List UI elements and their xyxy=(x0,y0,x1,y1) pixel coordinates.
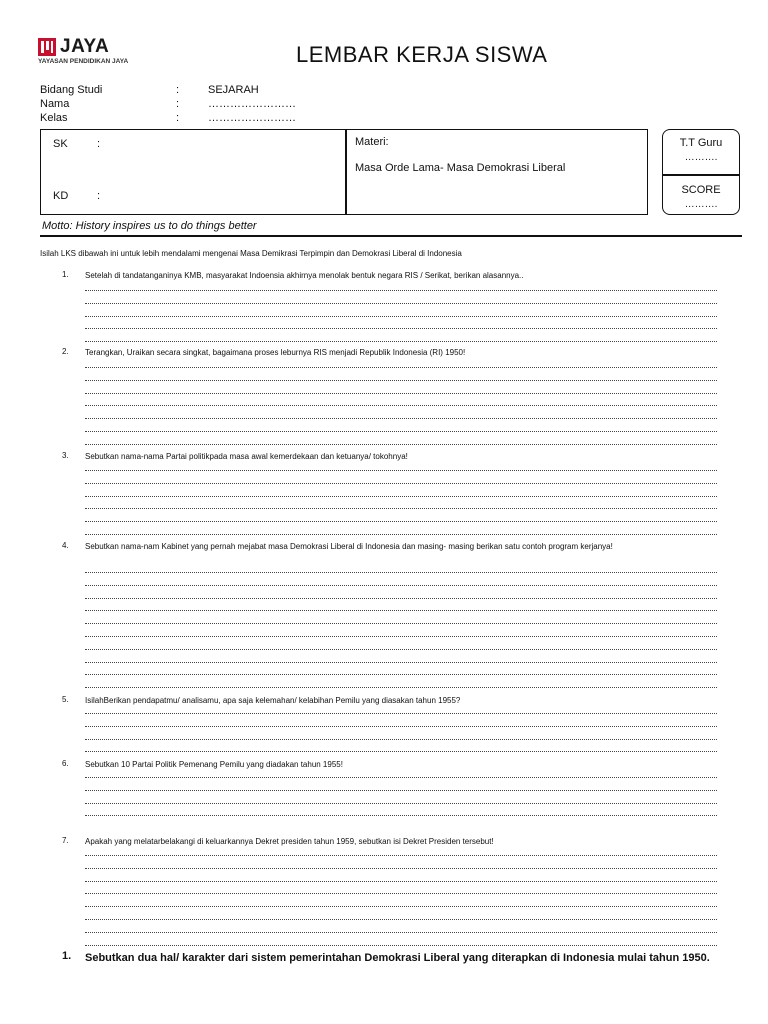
kd-field[interactable] xyxy=(53,190,101,202)
materi-value: Masa Orde Lama- Masa Demokrasi Liberal xyxy=(355,162,566,174)
answer-line[interactable] xyxy=(85,585,717,586)
question-text: Setelah di tandatanganinya KMB, masyarakat Indoensia akhirnya menolak bentuk negara RIS / Serikat, berikan alasannya.. xyxy=(85,271,524,280)
student-info xyxy=(40,84,340,126)
info-colon: : xyxy=(176,112,180,124)
answer-line[interactable] xyxy=(85,303,717,304)
question-number: 1. xyxy=(62,950,72,962)
answer-line[interactable] xyxy=(85,726,717,727)
box-divider xyxy=(345,130,347,214)
answer-line[interactable] xyxy=(85,380,717,381)
answer-line[interactable] xyxy=(85,790,717,791)
answer-line[interactable] xyxy=(85,815,717,816)
score-label: SCORE xyxy=(681,184,721,196)
answer-line[interactable] xyxy=(85,932,717,933)
answer-line[interactable] xyxy=(85,496,717,497)
question-number: 3. xyxy=(62,451,69,460)
info-label: Bidang Studi xyxy=(40,84,103,96)
answer-line[interactable] xyxy=(85,393,717,394)
answer-line[interactable] xyxy=(85,919,717,920)
score-divider xyxy=(663,174,739,176)
answer-line[interactable] xyxy=(85,739,717,740)
answer-line[interactable] xyxy=(85,341,717,342)
info-label: Nama xyxy=(40,98,70,110)
answer-line[interactable] xyxy=(85,534,717,535)
question-text: Sebutkan 10 Partai Politik Pemenang Pemilu yang diadakan tahun 1955! xyxy=(85,760,343,769)
school-logo xyxy=(38,38,138,68)
answer-line[interactable] xyxy=(85,868,717,869)
answer-line[interactable] xyxy=(85,649,717,650)
answer-line[interactable] xyxy=(85,623,717,624)
answer-line[interactable] xyxy=(85,662,717,663)
answer-line[interactable] xyxy=(85,508,717,509)
kd-label: KD xyxy=(53,190,69,202)
question-number: 5. xyxy=(62,695,69,704)
info-row-subject xyxy=(40,84,340,98)
answer-line[interactable] xyxy=(85,431,717,432)
kd-colon: : xyxy=(97,190,101,202)
motto: Motto: History inspires us to do things better xyxy=(42,220,257,232)
answer-line[interactable] xyxy=(85,521,717,522)
teacher-signature-label: T.T Guru xyxy=(679,137,723,149)
question-text: Apakah yang melatarbelakangi di keluarkannya Dekret presiden tahun 1959, sebutkan isi Dekret Presiden tersebut! xyxy=(85,837,494,846)
answer-line[interactable] xyxy=(85,572,717,573)
answer-line[interactable] xyxy=(85,636,717,637)
question-number: 2. xyxy=(62,347,69,356)
answer-line[interactable] xyxy=(85,290,717,291)
answer-line[interactable] xyxy=(85,881,717,882)
answer-line[interactable] xyxy=(85,418,717,419)
jaya-logo-icon xyxy=(38,38,56,56)
answer-line[interactable] xyxy=(85,945,717,946)
divider xyxy=(40,235,742,237)
info-row-class xyxy=(40,112,340,126)
answer-line[interactable] xyxy=(85,610,717,611)
class-field[interactable]: …………………… xyxy=(208,112,296,124)
info-label: Kelas xyxy=(40,112,68,124)
question-text: Sebutkan dua hal/ karakter dari sistem pemerintahan Demokrasi Liberal yang diterapkan di Indonesia mulai tahun 1950. xyxy=(85,952,710,964)
name-field[interactable]: …………………… xyxy=(208,98,296,110)
teacher-signature-field[interactable]: ………. xyxy=(684,152,718,163)
page-title: LEMBAR KERJA SISWA xyxy=(296,42,548,67)
sk-label: SK xyxy=(53,138,68,150)
question-number: 7. xyxy=(62,836,69,845)
teacher-score-box xyxy=(662,129,740,215)
question-number: 1. xyxy=(62,270,69,279)
logo-text: JAYA xyxy=(60,36,110,57)
answer-line[interactable] xyxy=(85,674,717,675)
answer-line[interactable] xyxy=(85,328,717,329)
question-text: Sebutkan nama-nama Partai politikpada masa awal kemerdekaan dan ketuanya/ tokohnya! xyxy=(85,452,408,461)
answer-line[interactable] xyxy=(85,470,717,471)
sk-field[interactable] xyxy=(53,138,101,150)
answer-line[interactable] xyxy=(85,405,717,406)
competency-box xyxy=(40,129,648,215)
answer-line[interactable] xyxy=(85,855,717,856)
answer-line[interactable] xyxy=(85,751,717,752)
question-number: 4. xyxy=(62,541,69,550)
info-colon: : xyxy=(176,84,180,96)
answer-line[interactable] xyxy=(85,367,717,368)
answer-line[interactable] xyxy=(85,777,717,778)
question-text: Sebutkan nama-nam Kabinet yang pernah mejabat masa Demokrasi Liberal di Indonesia dan masing- masing berikan satu contoh program kerjanya! xyxy=(85,542,613,551)
question-text: IsilahBerikan pendapatmu/ analisamu, apa saja kelemahan/ kelabihan Pemilu yang diasakan tahun 1955? xyxy=(85,696,461,705)
logo-subtitle: YAYASAN PENDIDIKAN JAYA xyxy=(38,58,129,65)
question-text: Terangkan, Uraikan secara singkat, bagaimana proses leburnya RIS menjadi Republik Indonesia (RI) 1950! xyxy=(85,348,466,357)
instructions: Isilah LKS dibawah ini untuk lebih mendalami mengenai Masa Demikrasi Terpimpin dan Demokrasi Liberal di Indonesia xyxy=(40,249,462,258)
answer-line[interactable] xyxy=(85,598,717,599)
info-colon: : xyxy=(176,98,180,110)
info-row-name xyxy=(40,98,340,112)
answer-line[interactable] xyxy=(85,893,717,894)
question-number: 6. xyxy=(62,759,69,768)
answer-line[interactable] xyxy=(85,316,717,317)
answer-line[interactable] xyxy=(85,803,717,804)
answer-line[interactable] xyxy=(85,483,717,484)
answer-line[interactable] xyxy=(85,444,717,445)
score-field[interactable]: ………. xyxy=(684,199,718,210)
answer-line[interactable] xyxy=(85,906,717,907)
materi-label: Materi: xyxy=(355,136,389,148)
sk-colon: : xyxy=(97,138,101,150)
answer-line[interactable] xyxy=(85,713,717,714)
answer-line[interactable] xyxy=(85,687,717,688)
info-value: SEJARAH xyxy=(208,84,259,96)
